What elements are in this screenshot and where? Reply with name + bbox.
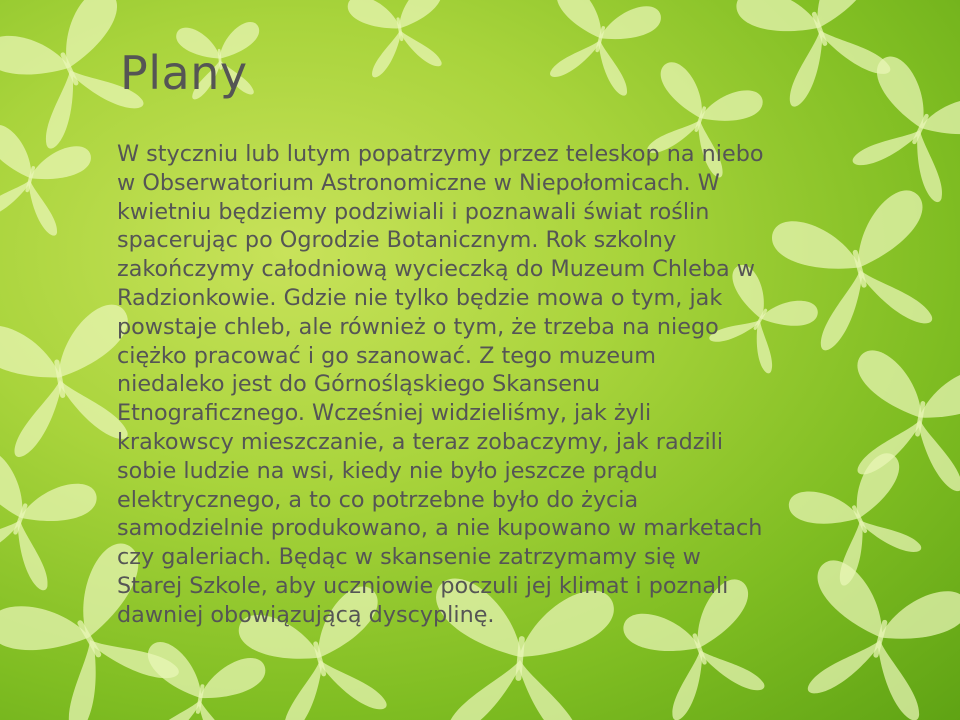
butterfly-shape bbox=[346, 0, 454, 80]
slide-title: Plany bbox=[120, 46, 248, 100]
butterfly-shape bbox=[536, 0, 663, 100]
butterfly-shape bbox=[132, 640, 267, 720]
slide-body-text: W styczniu lub lutym popatrzymy przez teleskop na niebo w Obserwatorium Astronomiczne w Niepołomicach. W kwietniu będziemy podziwiali i poznawali świat roślin spacerując po Ogrodzie Botanicznym. Rok szkolny zakończymy całodniową wycieczką do Muzeum Chleba w Radzionkowie. Gdzie nie tylko będzie mowa o tym, jak powstaje chleb, ale również o tym, że trzeba na niego ciężko pracować i go szanować. Z tego muzeum niedaleko jest do Górnośląskiego Skansenu Etnograficznego. Wcześniej widzieliśmy, jak żyli krakowscy mieszczanie, a teraz zobaczymy, jak radzili sobie ludzie na wsi, kiedy nie było jeszcze prądu elektrycznego, a to co potrzebne było do życia samodzielnie produkowano, a nie kupowano w marketach czy galeriach. Będąc w skansenie zatrzymamy się w Starej Szkole, aby uczniowie poczuli jej klimat i poznali dawniej obowiązującą dyscyplinę. bbox=[117, 141, 764, 628]
butterfly-shape bbox=[0, 445, 100, 597]
